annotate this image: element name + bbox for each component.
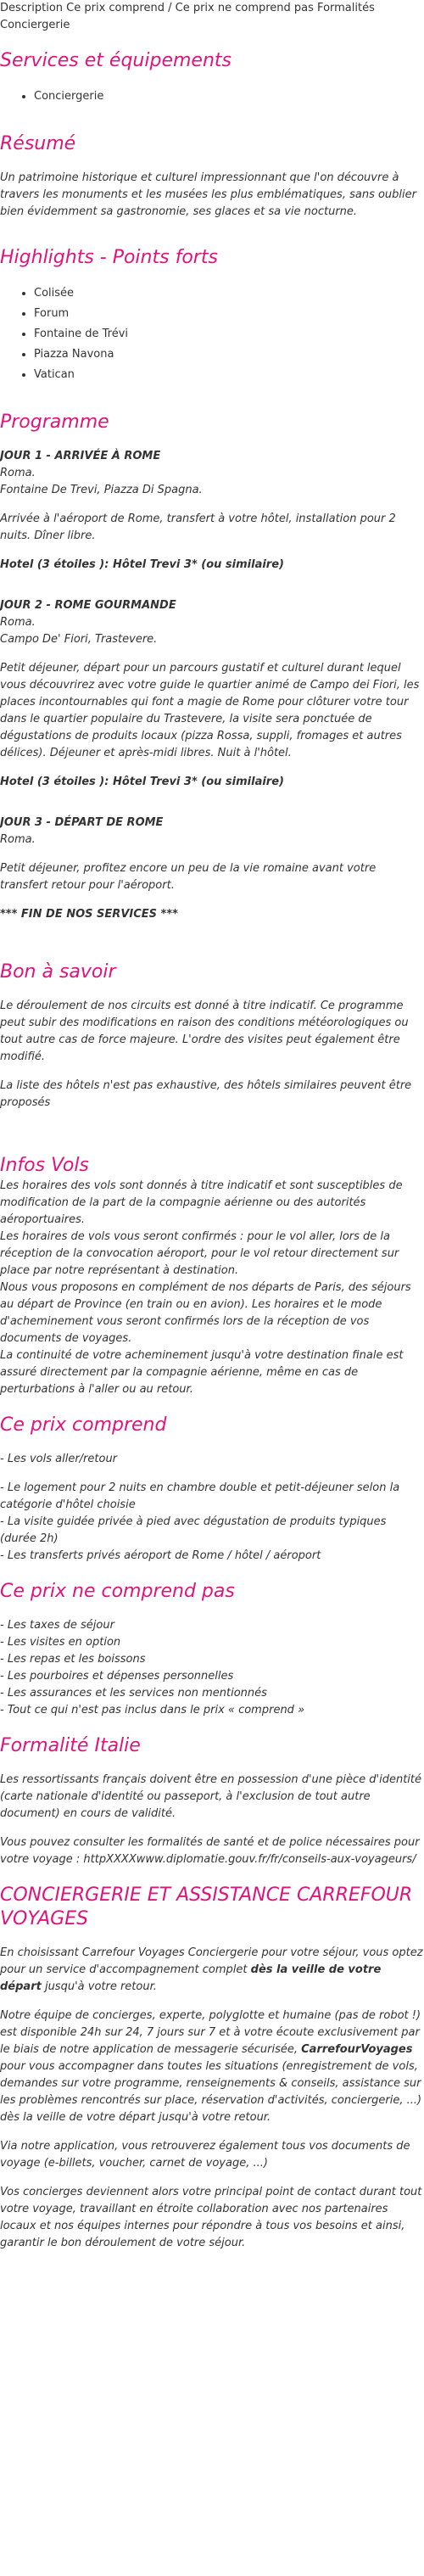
section-title-services: Services et équipements: [0, 50, 232, 71]
text: jusqu'à votre retour.: [41, 1980, 157, 1993]
day-hotel: Hotel (3 étoiles ): Hôtel Trevi 3* (ou similaire): [0, 776, 284, 788]
concierge-paragraph: [0, 2008, 424, 2126]
section-title-ce-prix-ne-comprend-pas: Ce prix ne comprend pas: [0, 1581, 235, 1602]
list-item: • Vatican: [34, 365, 424, 385]
formalite-paragraph: Les ressortissants français doivent être en possession d'une pièce d'identité (carte nationale d'identité ou passeport, à l'exclusion de tout autre document) en cours de validité.: [0, 1773, 422, 1820]
list-item: - Les taxes de séjour: [0, 1619, 114, 1632]
vols-paragraph: Nous vous proposons en complément de nos départs de Paris, des séjours au départ de Province (en train ou en avion). Les horaires et le mode d'acheminement vous seront confirmés lors de la réception de vos documents de voyages.: [0, 1281, 411, 1345]
list-item: • Conciergerie: [34, 87, 424, 107]
day-2: [0, 597, 424, 791]
day-title: JOUR 3 - DÉPART DE ROME: [0, 816, 164, 829]
bon-paragraph: La liste des hôtels n'est pas exhaustive, des hôtels similaires peuvent être proposés: [0, 1079, 412, 1109]
bon-paragraph: Le déroulement de nos circuits est donné à titre indicatif. Ce programme peut subir des modifications en raison des conditions météorologiques ou tout autre cas de force majeure. L'ordre des visites peut également être modifié.: [0, 1000, 409, 1063]
vols-paragraph: Les horaires de vols vous seront confirmés : pour le vol aller, lors de la réception de la convocation aéroport, pour le vol retour directement sur place par notre représentant à destination.: [0, 1230, 399, 1277]
day-description: Petit déjeuner, profitez encore un peu de la vie romaine avant votre transfert retour pour l'aéroport.: [0, 862, 377, 892]
vols-paragraph: La continuité de votre acheminement jusqu'à votre destination finale est assuré directement par la compagnie aérienne, même en cas de perturbations à l'aller ou au retour.: [0, 1349, 404, 1396]
day-hotel: Hotel (3 étoiles ): Hôtel Trevi 3* (ou similaire): [0, 558, 284, 571]
concierge-paragraph: [0, 1945, 424, 1996]
list-item: • Colisée: [34, 283, 424, 304]
text: Notre équipe de concierges, experte, polyglotte et humaine (pas de robot !) est disponible 24h sur 24, 7 jours sur 7 et à votre écoute exclusivement par le biais de notre application de messagerie sécurisée,: [0, 2009, 421, 2056]
day-description: Petit déjeuner, départ pour un parcours gustatif et culturel durant lequel vous découvrirez avec votre guide le quartier animé de Campo dei Fiori, les places incontournables qui font a magie de Rome pour clôturer votre tour dans le quartier populaire du Trastevere, la visite sera ponctuée de dégustations de produits locaux (pizza Rossa, suppli, fromages et autres délices). Déjeuner et après-midi libres. Nuit à l'hôtel.: [0, 662, 420, 759]
section-title-infos-vols: Infos Vols: [0, 1155, 89, 1176]
section-title-programme: Programme: [0, 412, 109, 433]
list-item: - Les assurances et les services non mentionnés: [0, 1687, 267, 1700]
day-3: [0, 815, 424, 923]
list-item: - Les vols aller/retour: [0, 1453, 118, 1465]
list-item: - Tout ce qui n'est pas inclus dans le prix « comprend »: [0, 1704, 305, 1716]
list-item: - Les visites en option: [0, 1636, 121, 1649]
services-list: [0, 87, 424, 107]
emphasis: dès la veille de votre départ: [0, 1963, 382, 1993]
list-item: • Fontaine de Trévi: [34, 324, 424, 344]
emphasis: CarrefourVoyages: [301, 2043, 413, 2056]
programme-end: *** FIN DE NOS SERVICES ***: [0, 908, 178, 921]
text: pour vous accompagner dans toutes les situations (enregistrement de vols, demandes sur votre programme, renseignements & conseils, assistance sur les problèmes rencontrés sur place, réservation d'activités, conciergerie, ...) dès la veille de votre départ jusqu'à votre retour.: [0, 2060, 422, 2124]
day-places: Campo De' Fiori, Trastevere.: [0, 633, 158, 646]
section-title-ce-prix-comprend: Ce prix comprend: [0, 1414, 167, 1436]
concierge-paragraph: Via notre application, vous retrouverez également tous vos documents de voyage (e-billets, voucher, carnet de voyage, ...): [0, 2140, 410, 2170]
list-item: - La visite guidée privée à pied avec dégustation de produits typiques (durée 2h): [0, 1515, 387, 1545]
list-item: • Forum: [34, 304, 424, 324]
vols-paragraph: Les horaires des vols sont donnés à titre indicatif et sont susceptibles de modification de la part de la compagnie aérienne ou des autorités aéroportuaires.: [0, 1179, 403, 1226]
breadcrumb: Description Ce prix comprend / Ce prix ne comprend pas Formalités Conciergerie: [0, 2, 375, 31]
resume-text: Un patrimoine historique et culturel impressionnant que l'on découvre à travers les monuments et les musées les plus emblématiques, sans oublier bien évidemment sa gastronomie, ses glaces et sa vie nocturne.: [0, 171, 416, 218]
list-item: - Le logement pour 2 nuits en chambre double et petit-déjeuner selon la catégorie d'hôtel choisie: [0, 1481, 400, 1511]
day-title: JOUR 2 - ROME GOURMANDE: [0, 599, 176, 612]
section-title-bon-a-savoir: Bon à savoir: [0, 961, 116, 983]
highlights-list: [0, 283, 424, 385]
day-title: JOUR 1 - ARRIVÉE À ROME: [0, 450, 161, 462]
section-title-highlights: Highlights - Points forts: [0, 247, 218, 268]
day-city: Roma.: [0, 467, 36, 479]
list-item: - Les pourboires et dépenses personnelles: [0, 1670, 234, 1683]
day-1: [0, 448, 424, 574]
section-title-formalite: Formalité Italie: [0, 1735, 141, 1756]
day-city: Roma.: [0, 833, 36, 846]
day-places: Fontaine De Trevi, Piazza Di Spagna.: [0, 484, 203, 496]
list-item: - Les repas et les boissons: [0, 1653, 146, 1666]
formalite-paragraph: Vous pouvez consulter les formalités de santé et de police nécessaires pour votre voyage : httpXXXXwww.diplomatie.gouv.fr/fr/conseils-aux-voyageurs/: [0, 1836, 420, 1866]
day-description: Arrivée à l'aéroport de Rome, transfert à votre hôtel, installation pour 2 nuits. Dîner libre.: [0, 512, 396, 542]
section-title-conciergerie: CONCIERGERIE ET ASSISTANCE CARREFOUR VOYAGES: [0, 1884, 413, 1929]
section-title-resume: Résumé: [0, 133, 76, 154]
day-city: Roma.: [0, 616, 36, 629]
list-item: - Les transferts privés aéroport de Rome / hôtel / aéroport: [0, 1549, 321, 1562]
list-item: • Piazza Navona: [34, 344, 424, 365]
concierge-paragraph: Vos concierges deviennent alors votre principal point de contact durant tout votre voyage, travaillant en étroite collaboration avec nos partenaires locaux et nos équipes internes pour répondre à tous vos besoins et ainsi, garantir le bon déroulement de votre séjour.: [0, 2186, 422, 2249]
text: En choisissant Carrefour Voyages Conciergerie pour votre séjour, vous optez pour un service d'accompagnement complet: [0, 1946, 423, 1976]
